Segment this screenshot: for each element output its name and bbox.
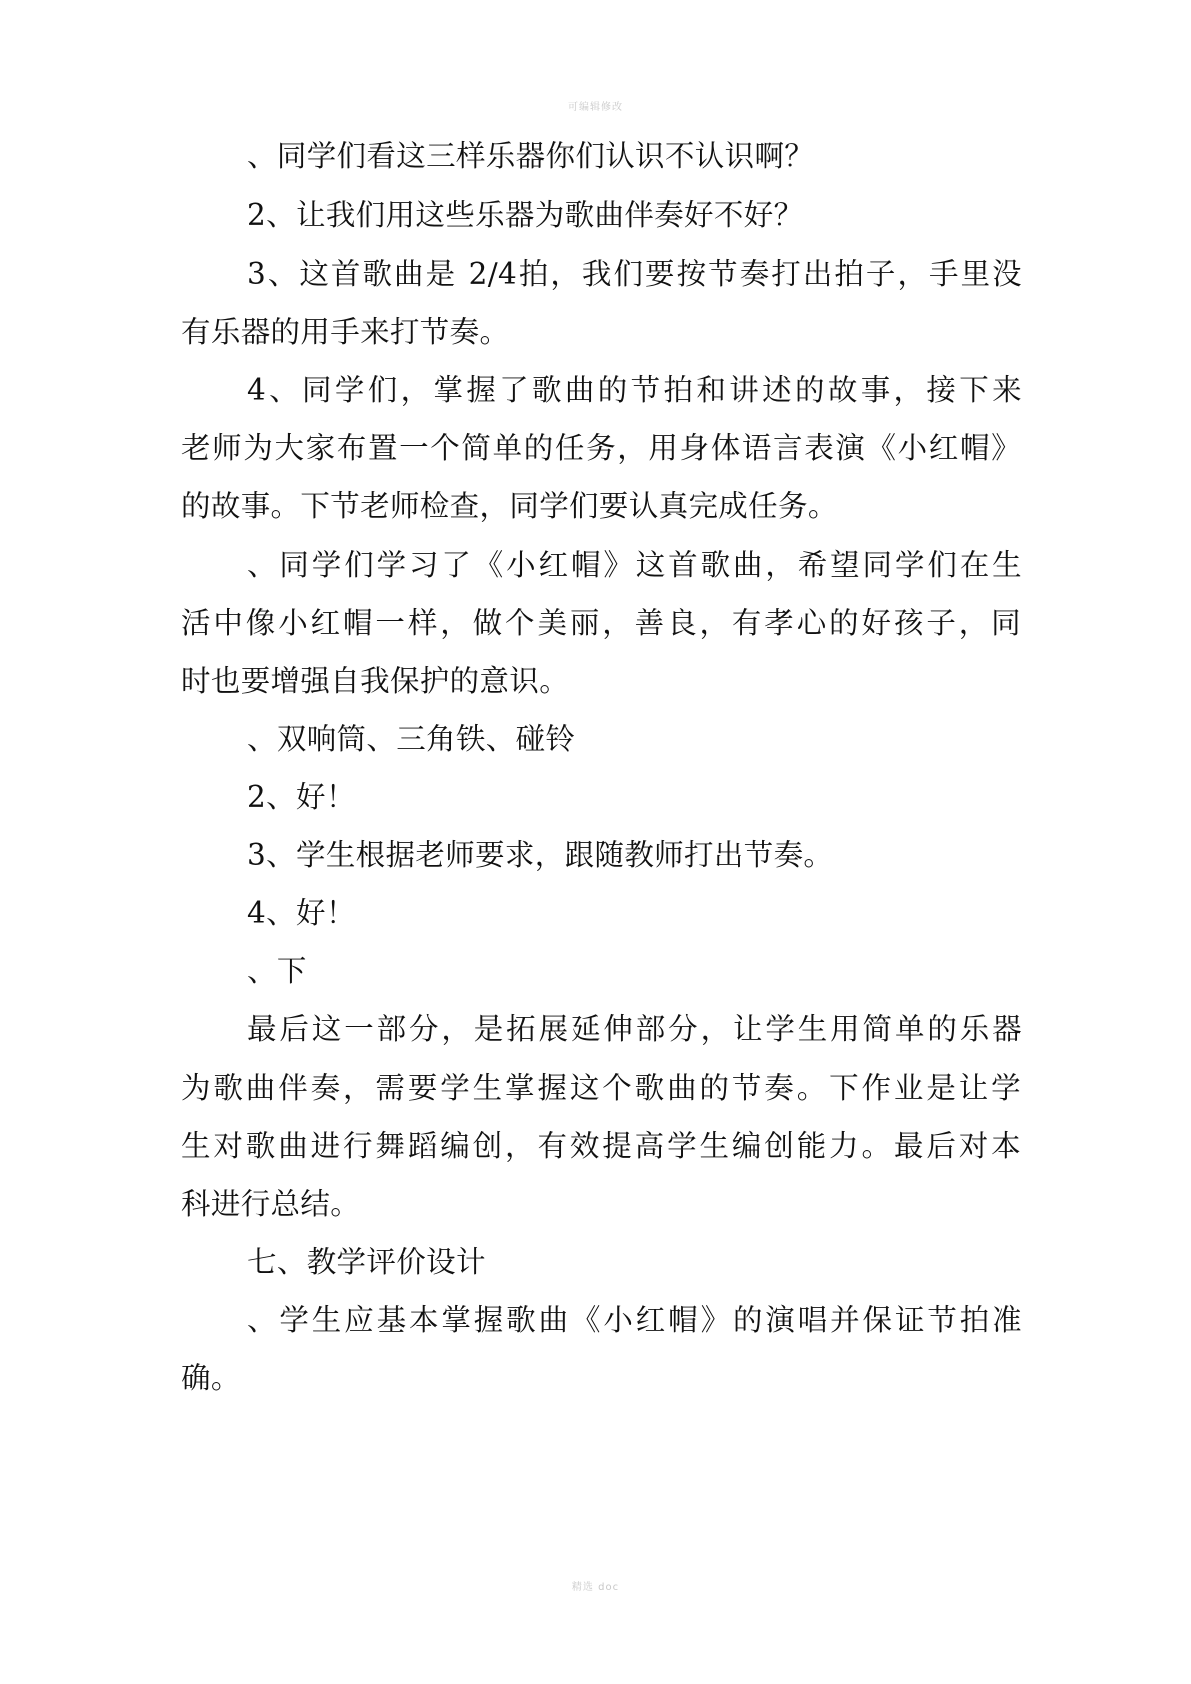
paragraph-line: 2、让我们用这些乐器为歌曲伴奏好不好？ xyxy=(247,198,804,232)
paragraph-line: 老师为大家布置一个简单的任务，用身体语言表演《小红帽》 xyxy=(181,431,1021,465)
paragraph-line: 、双响筒、三角铁、碰铃 xyxy=(247,722,576,756)
paragraph-line: 生对歌曲进行舞蹈编创，有效提高学生编创能力。最后对本 xyxy=(181,1129,1021,1163)
paragraph-line: 的故事。下节老师检查，同学们要认真完成任务。 xyxy=(181,489,838,523)
paragraph-line: 3、这首歌曲是 2/4拍，我们要按节奏打出拍子，手里没 xyxy=(247,257,1022,291)
paragraph-line: 2、好！ xyxy=(247,780,356,814)
paragraph-line: 、下 xyxy=(247,954,307,988)
paragraph-line: 4、同学们，掌握了歌曲的节拍和讲述的故事，接下来 xyxy=(247,373,1022,407)
paragraph-line: 时也要增强自我保护的意识。 xyxy=(181,664,570,698)
paragraph-line: 3、学生根据老师要求，跟随教师打出节奏。 xyxy=(247,838,834,872)
paragraph-line: 为歌曲伴奏，需要学生掌握这个歌曲的节奏。下作业是让学 xyxy=(181,1071,1021,1105)
paragraph-line: 有乐器的用手来打节奏。 xyxy=(181,315,510,349)
paragraph-line: 确。 xyxy=(181,1361,241,1395)
paragraph-line: 、同学们学习了《小红帽》这首歌曲，希望同学们在生 xyxy=(247,548,1022,582)
paragraph-line: 、同学们看这三样乐器你们认识不认识啊？ xyxy=(247,139,815,173)
paragraph-line: 最后这一部分，是拓展延伸部分，让学生用简单的乐器 xyxy=(247,1012,1022,1046)
footer-watermark: 精选 doc xyxy=(571,1582,620,1593)
paragraph-line: 科进行总结。 xyxy=(181,1187,361,1221)
section-heading: 七、教学评价设计 xyxy=(247,1245,486,1279)
paragraph-line: 4、好！ xyxy=(247,896,356,930)
paragraph-line: 活中像小红帽一样，做个美丽，善良，有孝心的好孩子，同 xyxy=(181,606,1021,640)
header-watermark: 可编辑修改 xyxy=(568,102,623,113)
paragraph-line: 、学生应基本掌握歌曲《小红帽》的演唱并保证节拍准 xyxy=(247,1303,1022,1337)
